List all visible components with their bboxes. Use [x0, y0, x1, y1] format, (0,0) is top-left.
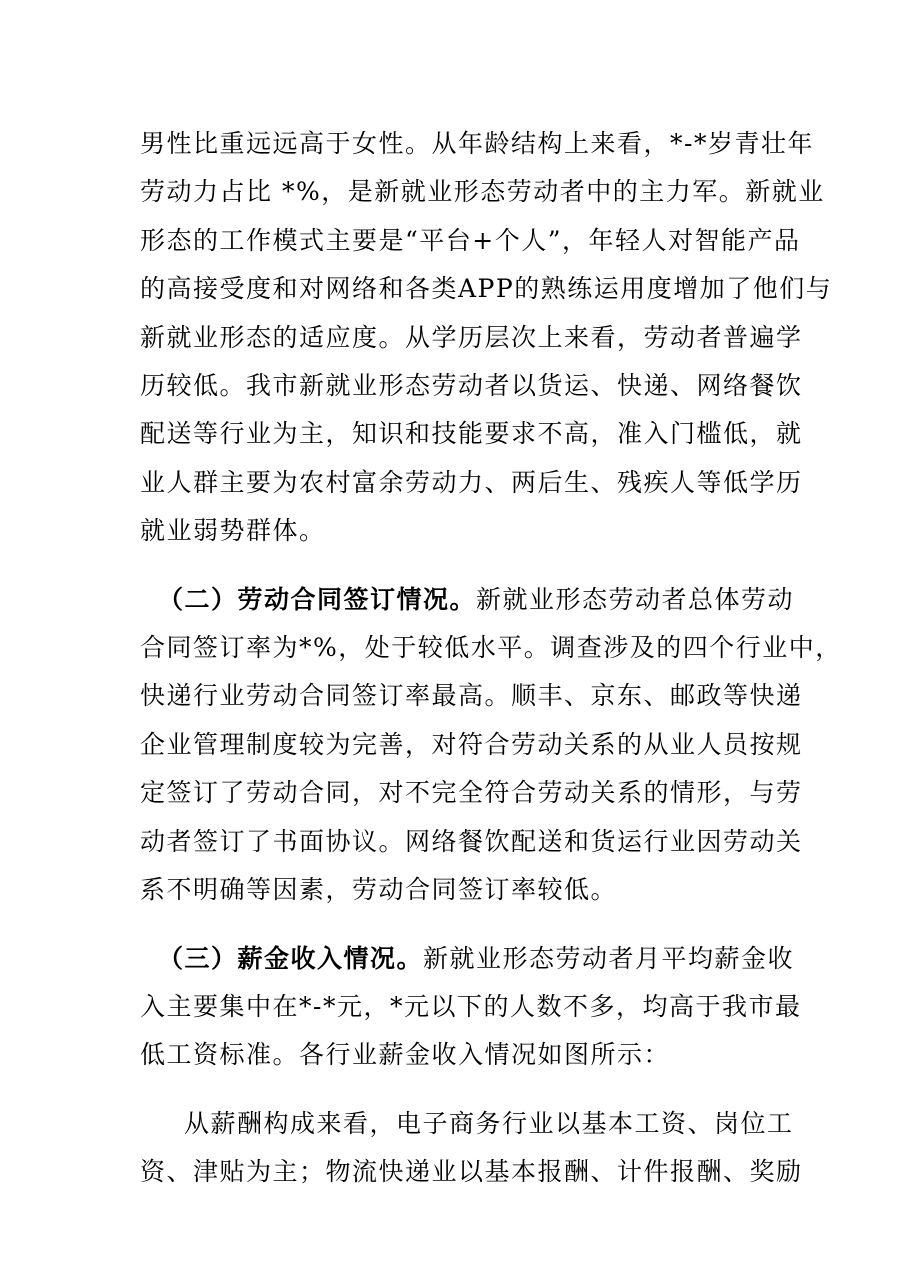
- section-first-line: [140, 576, 795, 624]
- text-line: 的高接受度和对网络和各类APP的熟练运用度增加了他们与: [140, 274, 833, 304]
- text-line: 动者签订了书面协议。网络餐饮配送和货运行业因劳动关: [140, 826, 803, 856]
- text-line: 业人群主要为农村富余劳动力、两后生、残疾人等低学历: [140, 467, 803, 497]
- text-line: 历较低。我市新就业形态劳动者以货运、快递、网络餐饮: [140, 371, 803, 401]
- text-line: 合同签订率为*%，处于较低水平。调查涉及的四个行业中，: [140, 633, 842, 663]
- document-body: [140, 120, 842, 1197]
- paragraph-demographics: [140, 120, 833, 556]
- text-line: 入主要集中在*-*元，*元以下的人数不多，均高于我市最: [140, 991, 802, 1021]
- text-line: 定签订了劳动合同，对不完全符合劳动关系的情形，与劳: [140, 778, 803, 808]
- section-first-line-text: 新就业形态劳动者总体劳动: [476, 584, 795, 614]
- text-line: 从薪酬构成来看，电子商务行业以基本工资、岗位工: [184, 1108, 794, 1138]
- text-line: 男性比重远远高于女性。从年龄结构上来看，*-*岁青壮年: [140, 129, 814, 158]
- text-line: 配送等行业为主，知识和技能要求不高，准入门槛低，就: [140, 419, 803, 449]
- section-heading: （二）劳动合同签订情况。: [158, 584, 477, 614]
- paragraph-labor-contract: [140, 576, 842, 915]
- text-line: 快递行业劳动合同签订率最高。顺丰、京东、邮政等快递: [140, 681, 803, 711]
- section-heading: （三）薪金收入情况。: [158, 943, 424, 973]
- section-first-line-text: 新就业形态劳动者月平均薪金收: [423, 943, 795, 973]
- section-first-line: [140, 935, 795, 983]
- text-line: 资、津贴为主；物流快递业以基本报酬、计件报酬、奖励: [140, 1157, 803, 1187]
- text-line: 就业弱势群体。: [140, 516, 326, 546]
- paragraph-salary: [140, 935, 802, 1080]
- text-line: 形态的工作模式主要是“平台+个人”，年轻人对智能产品: [140, 225, 801, 255]
- text-line: 系不明确等因素，劳动合同签订率较低。: [140, 875, 618, 905]
- text-line: 低工资标准。各行业薪金收入情况如图所示：: [140, 1040, 671, 1070]
- text-line: 企业管理制度较为完善，对符合劳动关系的从业人员按规: [140, 729, 803, 759]
- paragraph-salary-structure: [140, 1100, 803, 1197]
- text-line: 劳动力占比 *%，是新就业形态劳动者中的主力军。新就业: [140, 177, 825, 207]
- text-line: 新就业形态的适应度。从学历层次上来看，劳动者普遍学: [140, 322, 803, 352]
